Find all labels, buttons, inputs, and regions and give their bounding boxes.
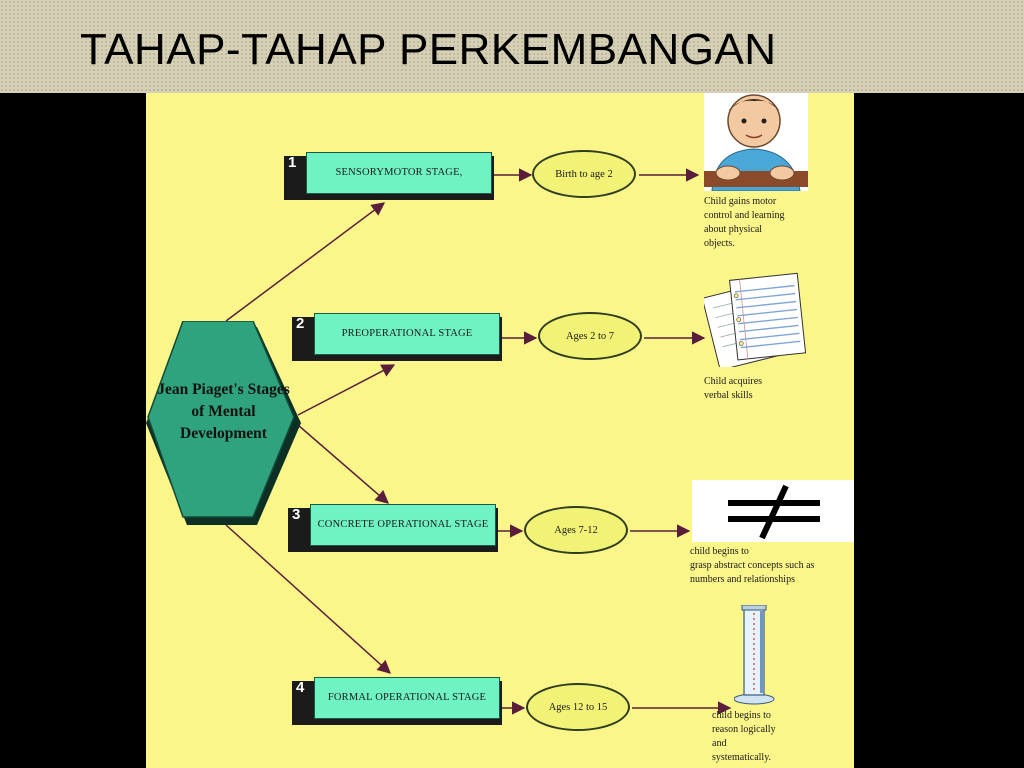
stage-2 — [292, 313, 504, 361]
stage-3-description: child begins to grasp abstract concepts such as numbers and relationships — [690, 546, 815, 585]
stage-number: 3 — [292, 506, 301, 523]
stage-number: 4 — [296, 679, 305, 696]
title-bar — [0, 0, 1024, 93]
stage-2-age-ellipse: Ages 2 to 7 — [538, 312, 642, 360]
stage-1-description: Child gains motor control and learning about physical objects. — [704, 196, 785, 249]
stage-label: SENSORYMOTOR STAGE, — [335, 167, 463, 178]
stage-box — [310, 504, 496, 546]
stage-3-age-ellipse: Ages 7-12 — [524, 506, 628, 554]
stage-4-description: child begins to reason logically and systematically. — [712, 710, 776, 763]
stage-1 — [284, 152, 496, 200]
stage-box — [314, 313, 500, 355]
stage-3 — [288, 504, 500, 552]
slide-title: TAHAP-TAHAP PERKEMBANGAN — [80, 25, 777, 74]
not-equal-icon — [692, 480, 854, 542]
test-tube-icon — [734, 605, 778, 705]
hub-to-stage-2-arrow — [298, 365, 394, 415]
piaget-diagram — [146, 93, 854, 768]
stage-4 — [292, 677, 504, 725]
hub-to-stage-1-arrow — [226, 203, 384, 321]
stage-1-age-ellipse: Birth to age 2 — [532, 150, 636, 198]
stage-box — [314, 677, 500, 719]
stage-4-age-ellipse: Ages 12 to 15 — [526, 683, 630, 731]
stage-2-description: Child acquires verbal skills — [704, 376, 763, 401]
stage-label: PREOPERATIONAL STAGE — [341, 328, 473, 339]
stage-box — [306, 152, 492, 194]
stage-label: CONCRETE OPERATIONAL STAGE — [317, 519, 489, 530]
hub-to-stage-3-arrow — [298, 425, 388, 503]
hub-label: Jean Piaget's Stages of Mental Development — [157, 381, 290, 442]
stage-label: FORMAL OPERATIONAL STAGE — [327, 692, 487, 703]
stage-number: 2 — [296, 315, 305, 332]
paper-sheets-icon — [704, 271, 808, 367]
baby-icon — [704, 93, 808, 191]
stage-number: 1 — [288, 154, 297, 171]
central-hexagon — [146, 321, 301, 525]
